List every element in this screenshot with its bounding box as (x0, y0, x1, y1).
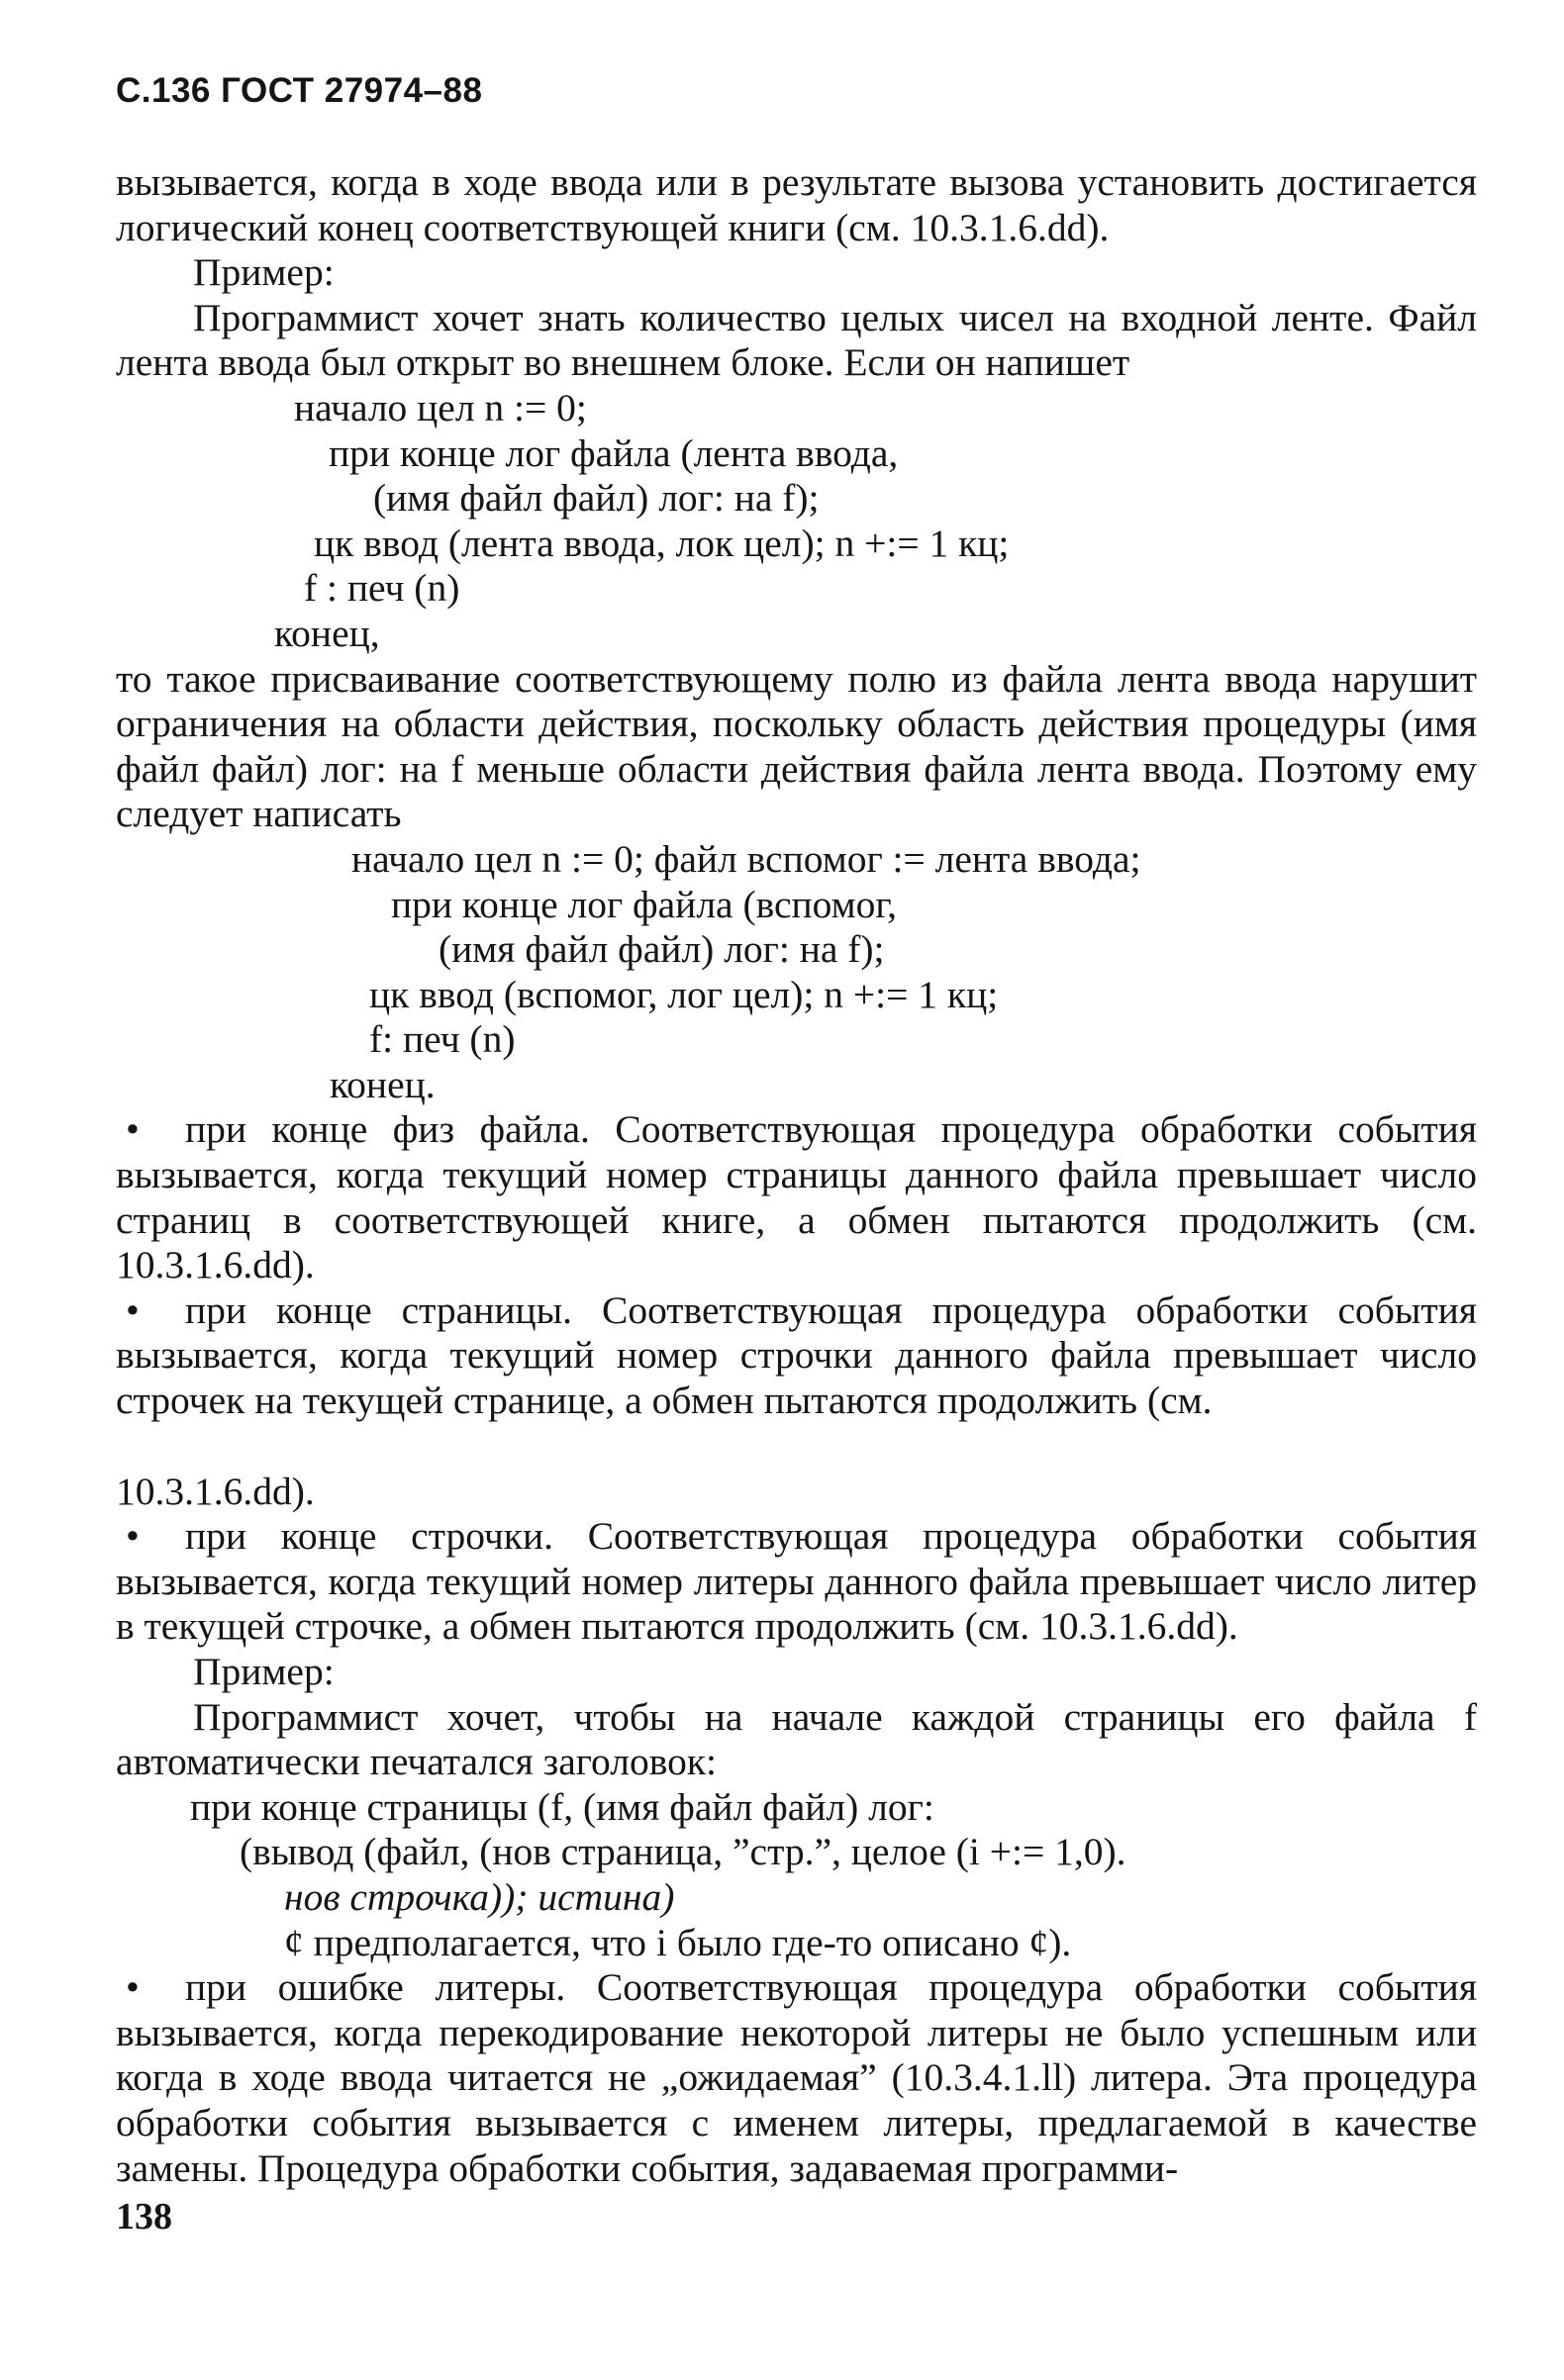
paragraph: то такое присваивание соответствующему полю из файла лента ввода нарушит ограничения на области действия, поскольку область действия процедуры (имя файл файл) лог: на f меньше области действия файла лента ввода. Поэтому ему следует написать (116, 656, 1477, 836)
bullet-item (116, 1965, 1477, 2191)
code-block-1 (116, 386, 1477, 657)
code-line: начало цел n := 0; файл вспомог := лента ввода; (351, 836, 1141, 881)
code-block-3 (116, 1785, 1477, 1965)
code-line: f: печ (n) (369, 1017, 516, 1062)
code-line: нов строчка)); истина) (284, 1874, 675, 1919)
bullet-item (116, 1288, 1477, 1424)
code-block-2 (116, 837, 1477, 1108)
code-line: f : печ (n) (304, 566, 460, 611)
bullet-text: при конце физ файла. Соответствующая процедура обработки события вызывается, когда текущий номер страницы данного файла превышает число страниц в соответствующей книге, а обмен пытаются продолжить (см. 10.3.1.6.dd). (116, 1107, 1477, 1287)
bullet-text: при конце страницы. Соответствующая процедура обработки события вызывается, когда текущий номер строчки данного файла превышает число строчек на текущей странице, а обмен пытаются продолжить (см. (116, 1287, 1477, 1423)
code-line: цк ввод (лента ввода, лок цел); n +:= 1 кц; (314, 521, 1010, 565)
bullet-icon: • (126, 1287, 140, 1332)
code-line: ¢ предполагается, что i было где-то описано ¢). (284, 1920, 1072, 1964)
example-label: Пример: (193, 1650, 335, 1693)
bullet-text: при ошибке литеры. Соответствующая процедура обработки события вызывается, когда перекодирование некоторой литеры не было успешным или когда в ходе ввода читается не „ожидаемая” (10.3.4.1.ll) литера. Эта процедура обработки события вызывается с именем литеры, предлагаемой в качестве замены. Процедура обработки события, задаваемая программи- (116, 1965, 1477, 2190)
page-header: С.136 ГОСТ 27974–88 (116, 71, 483, 110)
example-label: Пример: (193, 250, 335, 295)
spacer (116, 1424, 1477, 1470)
code-line: при конце лог файла (лента ввода, (329, 430, 899, 475)
bullet-icon: • (126, 1965, 140, 2010)
code-line: цк ввод (вспомог, лог цел); n +:= 1 кц; (369, 972, 999, 1016)
code-line: конец, (274, 611, 380, 655)
bullet-item (116, 1107, 1477, 1287)
code-line: начало цел n := 0; (294, 385, 587, 429)
code-line: при конце страницы (f, (имя файл файл) лог: (190, 1784, 934, 1829)
bullet-item (116, 1514, 1477, 1650)
bullet-icon: • (126, 1514, 140, 1559)
bullet-text: при конце строчки. Соответствующая процедура обработки события вызывается, когда текущий номер литеры данного файла превышает число литер в текущей строчке, а обмен пытаются продолжить (см. 10.3.1.6.dd). (116, 1514, 1477, 1649)
code-line: (вывод (файл, (нов страница, ”стр.”, целое (i +:= 1,0). (240, 1830, 1126, 1874)
paragraph: Программист хочет знать количество целых чисел на входной ленте. Файл лента ввода был открыт во внешнем блоке. Если он напишет (116, 295, 1477, 385)
bullet-icon: • (126, 1107, 140, 1152)
code-line: (имя файл файл) лог: на f); (439, 927, 885, 972)
bullet-tail: 10.3.1.6.dd). (116, 1469, 315, 1513)
body-text (116, 160, 1477, 2191)
code-line: при конце лог файла (вспомог, (391, 882, 898, 926)
paragraph: вызывается, когда в ходе ввода или в результате вызова установить достигается логический конец соответствующей книги (см. 10.3.1.6.dd). (116, 160, 1477, 249)
code-line: конец. (330, 1062, 436, 1106)
page-number: 138 (116, 2196, 172, 2237)
paragraph: Программист хочет, чтобы на начале каждой страницы его файла f автоматически печатался заголовок: (116, 1694, 1477, 1784)
code-line: (имя файл файл) лог: на f); (373, 476, 820, 521)
